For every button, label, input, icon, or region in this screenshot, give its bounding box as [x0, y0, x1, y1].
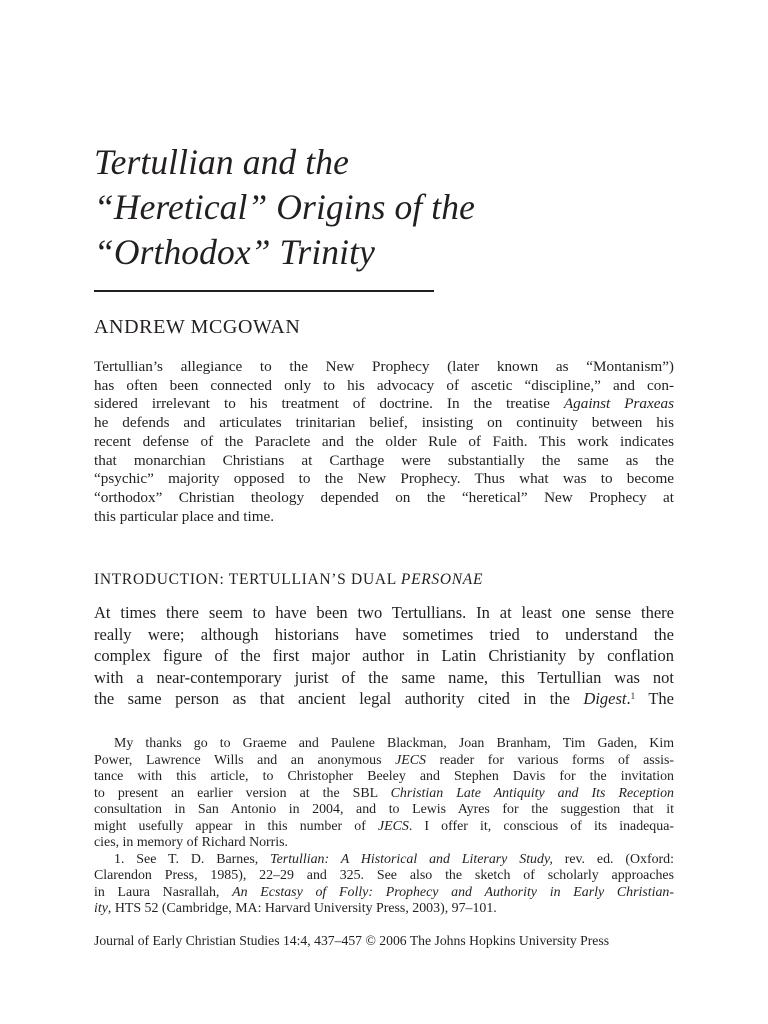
abstract-line — [94, 395, 674, 414]
section-heading-text: INTRODUCTION: TERTULLIAN’S DUAL — [94, 571, 401, 588]
author-name: ANDREW MCGOWAN — [94, 316, 301, 338]
abstract-line: this particular place and time. — [94, 507, 275, 525]
title-line-3: “Orthodox” Trinity — [94, 232, 375, 272]
body-text-segment: The — [635, 689, 674, 708]
abstract-line: has often been connected only to his advocacy of ascetic “discipline,” and con- — [94, 376, 674, 394]
body-text-segment: the same person as that ancient legal authority cited in the — [94, 689, 584, 708]
abstract — [94, 358, 674, 526]
body-line: At times there seem to have been two Tertullians. In at least one sense there — [94, 603, 674, 622]
body-line: with a near-contemporary jurist of the same name, this Tertullian was not — [94, 667, 674, 687]
footnote-italic: JECS — [395, 752, 426, 768]
body-italic: Digest — [583, 689, 627, 708]
footnote-line: My thanks go to Graeme and Paulene Blackman, Joan Branham, Tim Gaden, Kim — [114, 736, 674, 751]
abstract-line: recent defense of the Paraclete and the older Rule of Faith. This work indicates — [94, 432, 674, 450]
footnote-text: , HTS 52 (Cambridge, MA: Harvard University Press, 2003), 97–101. — [107, 901, 497, 916]
abstract-italic: Against Praxeas — [563, 395, 675, 413]
footnote-text: rev. ed. (Oxford: — [552, 851, 674, 867]
footnote-ref[interactable]: 1 — [630, 691, 636, 701]
footnote-text: in Laura Nasrallah, — [94, 884, 233, 900]
footnote-line — [94, 753, 674, 770]
footnote-italic: An Ecstasy of Folly: Prophecy and Authority in Early Christian- — [232, 884, 674, 900]
abstract-line: Tertullian’s allegiance to the New Prophecy (later known as “Montanism”) — [94, 358, 674, 375]
footnote-line: Clarendon Press, 1985), 22–29 and 325. See also the sketch of scholarly approaches — [94, 868, 674, 883]
title-line-1: Tertullian and the — [94, 142, 349, 182]
body-text — [94, 602, 674, 710]
abstract-line: he defends and articulates trinitarian belief, insisting on continuity between his — [94, 414, 674, 432]
footnote-line — [94, 786, 674, 803]
footnote-line: tance with this article, to Christopher Beeley and Stephen Davis for the invitation — [94, 769, 674, 784]
footnote-text: might usefully appear in this number of — [94, 818, 378, 834]
footnote-text: 1. See T. D. Barnes, — [114, 851, 271, 867]
footnote-text: reader for various forms of assis- — [425, 752, 674, 768]
body-line: really were; although historians have sometimes tried to understand the — [94, 624, 674, 644]
footnote-line: consultation in San Antonio in 2004, and to Lewis Ayres for the suggestion that it — [94, 802, 674, 817]
footnote-italic: Tertullian: A Historical and Literary Study, — [270, 851, 553, 867]
section-heading-italic: PERSONAE — [400, 571, 484, 588]
footnote-line — [94, 852, 674, 869]
title-rule — [94, 290, 434, 292]
footnote-line — [94, 901, 674, 918]
footnote-line — [94, 819, 674, 836]
title-line-2: “Heretical” Origins of the — [94, 187, 475, 227]
article-title — [94, 140, 654, 275]
section-heading — [94, 570, 483, 590]
footnotes — [94, 736, 674, 918]
journal-footer: Journal of Early Christian Studies 14:4, 437–457 © 2006 The Johns Hopkins University Press — [94, 933, 610, 948]
body-line: the same person as that ancient legal authority cited in the Digest.$^1$ The — [94, 689, 674, 708]
abstract-text: sidered irrelevant to his treatment of doctrine. In the treatise — [94, 395, 564, 413]
footnote-italic: ity — [94, 901, 108, 916]
abstract-line: that monarchian Christians at Carthage were substantially the same as the — [94, 451, 674, 469]
body-line: complex figure of the first major author in Latin Christianity by conflation — [94, 646, 674, 665]
footnote-text: Power, Lawrence Wills and an anonymous — [94, 752, 396, 768]
footnote-line — [94, 885, 674, 902]
abstract-line: “orthodox” Christian theology depended on the “heretical” New Prophecy at — [94, 488, 674, 506]
footnote-line: cies, in memory of Richard Norris. — [94, 835, 289, 850]
footnote-text: to present an earlier version at the SBL — [94, 785, 391, 801]
footnote-italic: Christian Late Antiquity and Its Reception — [390, 785, 674, 801]
footnote-italic: JECS — [377, 818, 409, 834]
footnote-text: . I offer it, conscious of its inadequa- — [408, 818, 674, 834]
abstract-line: “psychic” majority opposed to the New Prophecy. Thus what was to become — [94, 470, 674, 488]
